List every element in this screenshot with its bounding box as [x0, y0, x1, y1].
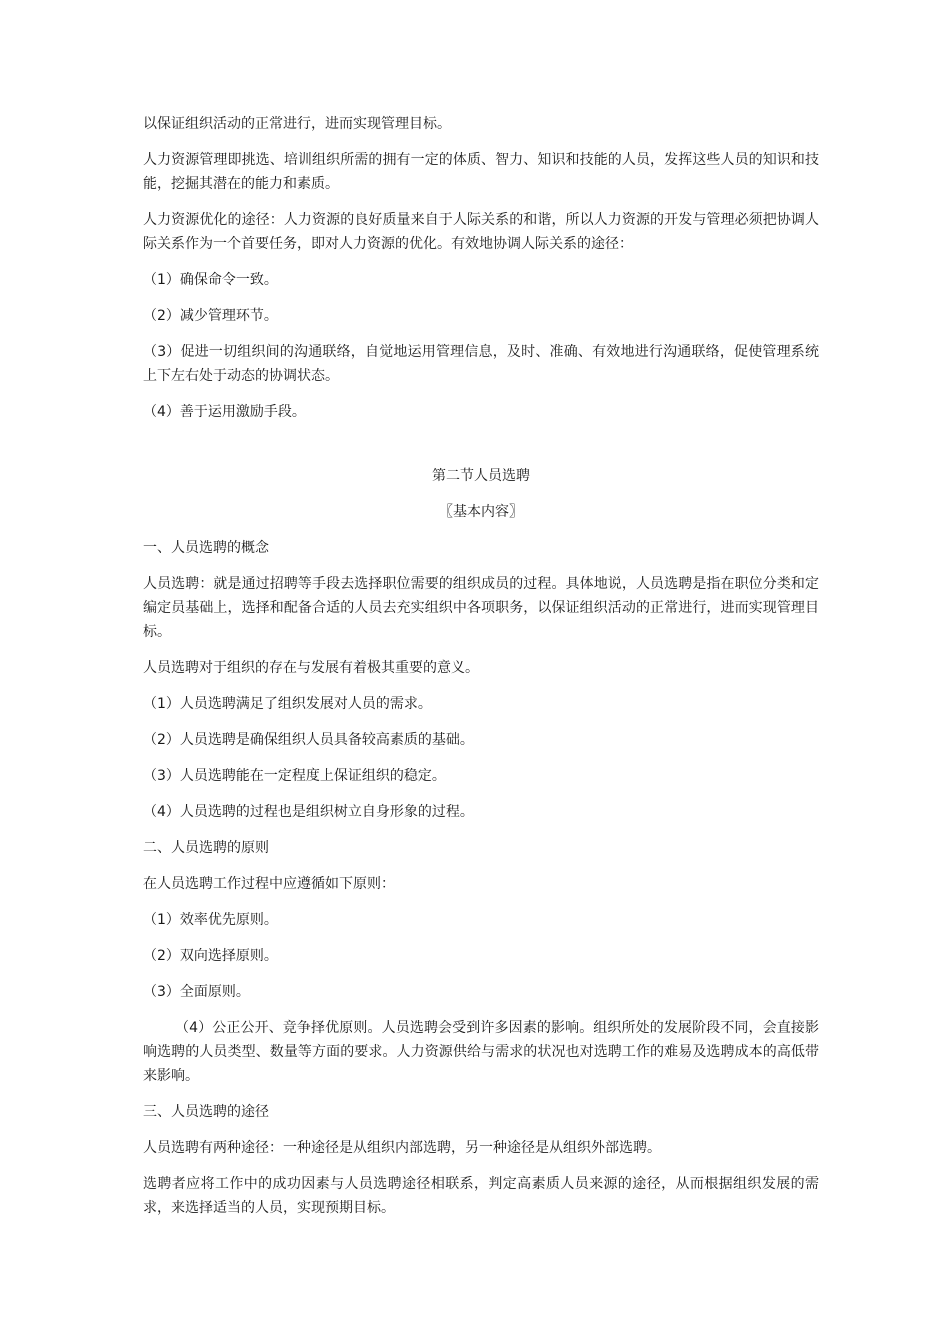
document-body	[143, 112, 819, 1232]
heading: 一、人员选聘的概念	[143, 540, 269, 556]
heading: 三、人员选聘的途径	[143, 1104, 269, 1120]
paragraph: 在人员选聘工作过程中应遵循如下原则：	[143, 876, 395, 892]
list-item: （3）全面原则。	[143, 984, 250, 1000]
paragraph: 人员选聘：就是通过招聘等手段去选择职位需要的组织成员的过程。具体地说，人员选聘是指在职位分类和定编定员基础上，选择和配备合适的人员去充实组织中各项职务，以保证组织活动的正常进行，进而实现管理目标。	[143, 576, 819, 640]
list-item: （1）效率优先原则。	[143, 912, 278, 928]
section-subtitle: 〖基本内容〗	[439, 504, 523, 520]
list-item: （2）减少管理环节。	[143, 308, 278, 324]
paragraph: 选聘者应将工作中的成功因素与人员选聘途径相联系，判定高素质人员来源的途径，从而根据组织发展的需求，来选择适当的人员，实现预期目标。	[143, 1176, 819, 1216]
heading: 二、人员选聘的原则	[143, 840, 269, 856]
list-item: （3）促进一切组织间的沟通联络，自觉地运用管理信息，及时、准确、有效地进行沟通联络，促使管理系统上下左右处于动态的协调状态。	[143, 344, 819, 384]
list-item: （3）人员选聘能在一定程度上保证组织的稳定。	[143, 768, 446, 784]
paragraph: 以保证组织活动的正常进行，进而实现管理目标。	[143, 116, 451, 132]
list-item: （2）人员选聘是确保组织人员具备较高素质的基础。	[143, 732, 474, 748]
paragraph: 人力资源管理即挑选、培训组织所需的拥有一定的体质、智力、知识和技能的人员，发挥这些人员的知识和技能，挖掘其潜在的能力和素质。	[143, 152, 819, 192]
indented-paragraph: （4）公正公开、竞争择优原则。人员选聘会受到许多因素的影响。组织所处的发展阶段不同，会直接影响选聘的人员类型、数量等方面的要求。人力资源供给与需求的状况也对选聘工作的难易及选聘成本的高低带来影响。	[143, 1020, 819, 1084]
list-item: （2）双向选择原则。	[143, 948, 278, 964]
paragraph: 人员选聘对于组织的存在与发展有着极其重要的意义。	[143, 660, 479, 676]
list-item: （1）确保命令一致。	[143, 272, 278, 288]
list-item: （4）人员选聘的过程也是组织树立自身形象的过程。	[143, 804, 474, 820]
paragraph: 人员选聘有两种途径：一种途径是从组织内部选聘，另一种途径是从组织外部选聘。	[143, 1140, 661, 1156]
list-item: （4）善于运用激励手段。	[143, 404, 306, 420]
paragraph: 人力资源优化的途径：人力资源的良好质量来自于人际关系的和谐，所以人力资源的开发与管理必须把协调人际关系作为一个首要任务，即对人力资源的优化。有效地协调人际关系的途径：	[143, 212, 819, 252]
list-item: （1）人员选聘满足了组织发展对人员的需求。	[143, 696, 432, 712]
section-title: 第二节人员选聘	[432, 468, 530, 484]
